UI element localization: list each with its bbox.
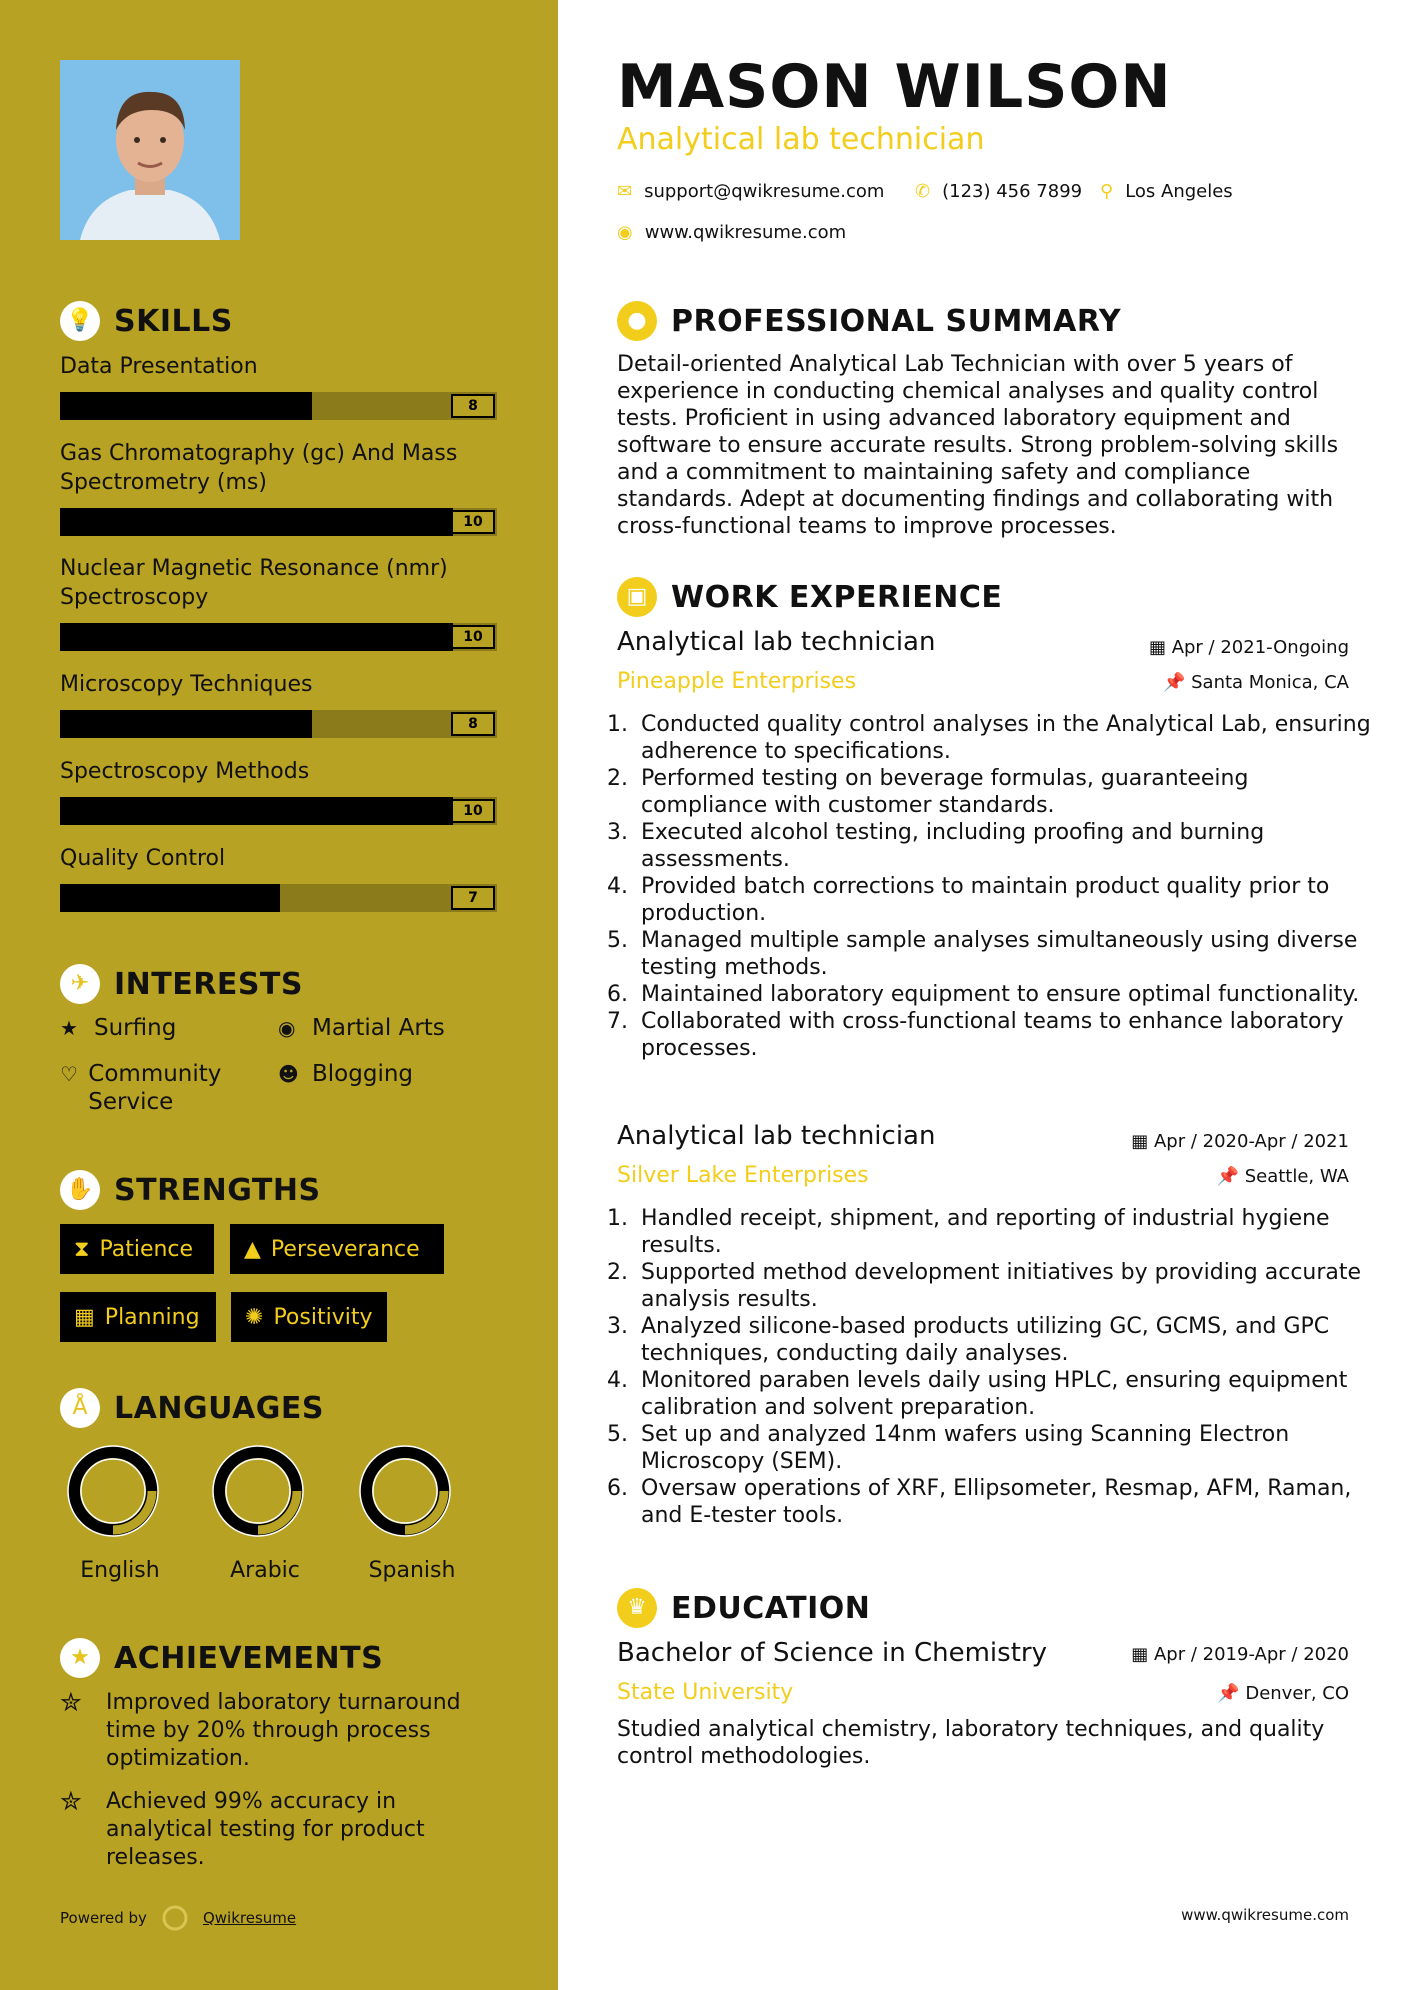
contact-location: ⚲ Los Angeles (1100, 181, 1233, 202)
job-location: 📌 Seattle, WA (1216, 1166, 1349, 1187)
summary-header (617, 301, 1121, 341)
language-ring (66, 1444, 160, 1538)
shooting-star-icon: ✮ (60, 1688, 82, 1718)
degree-title: Bachelor of Science in Chemistry (617, 1638, 1047, 1668)
skill-level: 8 (451, 394, 495, 418)
education-location: 📌 Denver, CO (1217, 1683, 1349, 1704)
list-item: 6. Oversaw operations of XRF, Ellipsometer, Resmap, AFM, Raman, and E-tester tools. (635, 1475, 1375, 1529)
education-header (617, 1588, 870, 1628)
star-icon: ★ (60, 1016, 78, 1040)
pin-icon: 📌 (1162, 672, 1192, 693)
lightbulb-icon: 💡 (60, 301, 100, 341)
calendar-icon: ▦ (1148, 637, 1172, 658)
strengths-title: STRENGTHS (114, 1172, 321, 1208)
avatar (60, 60, 240, 240)
skill-name: Microscopy Techniques (60, 672, 313, 697)
calendar-icon: ▦ (1131, 1131, 1154, 1152)
company-name: Pineapple Enterprises (617, 669, 857, 694)
skill-name: Spectroscopy Methods (60, 759, 310, 784)
language-icon: Å (60, 1388, 100, 1428)
sidebar (0, 0, 558, 1990)
road-icon: ▲ (244, 1236, 261, 1262)
skill-bar-fill (60, 797, 453, 825)
skill-bar (60, 508, 497, 536)
list-item: 3. Analyzed silicone-based products utilizing GC, GCMS, and GPC techniques, conducting daily analyses. (635, 1313, 1375, 1367)
job-location: 📌 Santa Monica, CA (1162, 672, 1349, 693)
skills-header (60, 301, 233, 341)
skill-bar-fill (60, 884, 280, 912)
skill-level: 10 (451, 625, 495, 649)
languages-header (60, 1388, 324, 1428)
strength-badge: ⧗ Patience (60, 1224, 214, 1274)
footer-site[interactable]: www.qwikresume.com (1181, 1906, 1349, 1924)
users-icon: ☻ (278, 1062, 299, 1086)
calendar-icon: ▦ (74, 1304, 95, 1330)
shooting-star-icon: ✮ (60, 1787, 82, 1817)
summary-title: PROFESSIONAL SUMMARY (671, 303, 1122, 339)
strength-badge: ▲ Perseverance (230, 1224, 444, 1274)
skill-bar-fill (60, 508, 453, 536)
contact-website: ◉ www.qwikresume.com (617, 222, 847, 243)
language-ring (211, 1444, 305, 1538)
interests-title: INTERESTS (114, 966, 303, 1002)
contact-phone: ✆ (123) 456 7899 (915, 181, 1083, 202)
strengths-header (60, 1170, 321, 1210)
skill-bar (60, 884, 497, 912)
hand-icon: ✋ (60, 1170, 100, 1210)
job-title: Analytical lab technician (617, 627, 936, 657)
profile-photo (60, 60, 240, 240)
map-pin-icon: ⚲ (1100, 181, 1114, 202)
contact-email: ✉ support@qwikresume.com (617, 181, 885, 202)
skill-name: Nuclear Magnetic Resonance (nmr) Spectroscopy (60, 556, 448, 610)
work-header (617, 577, 1002, 617)
skill-level: 10 (451, 510, 495, 534)
list-item: 5. Set up and analyzed 14nm wafers using Scanning Electron Microscopy (SEM). (635, 1421, 1375, 1475)
skill-bar-fill (60, 392, 312, 420)
list-item: 4. Monitored paraben levels daily using HPLC, ensuring equipment calibration and solvent preparation. (635, 1367, 1375, 1421)
skill-name: Quality Control (60, 846, 226, 871)
skills-title: SKILLS (114, 303, 233, 339)
list-item: 7. Collaborated with cross-functional teams to enhance laboratory processes. (635, 1008, 1375, 1062)
graduation-icon: ♛ (617, 1588, 657, 1628)
candidate-name: MASON WILSON (617, 52, 1172, 122)
qwikresume-logo-icon (161, 1904, 189, 1932)
powered-by: Powered by Qwikresume (60, 1904, 296, 1932)
interest-item: ★ Surfing (60, 1015, 177, 1041)
handshake-icon: ♡ (60, 1062, 78, 1086)
skill-bar (60, 797, 497, 825)
star-badge-icon: ★ (60, 1638, 100, 1678)
globe-icon: ◉ (278, 1016, 296, 1040)
list-item: 6. Maintained laboratory equipment to ensure optimal functionality. (635, 981, 1375, 1008)
paper-plane-icon: ✈ (60, 964, 100, 1004)
work-title: WORK EXPERIENCE (671, 579, 1003, 615)
achievement-item: ✮ Improved laboratory turnaround time by 20% through process optimization. (60, 1688, 461, 1771)
list-item: 5. Managed multiple sample analyses simultaneously using diverse testing methods. (635, 927, 1375, 981)
envelope-icon: ✉ (617, 181, 633, 202)
language-label: Spanish (368, 1558, 456, 1583)
pin-icon: 📌 (1216, 1166, 1245, 1187)
skill-level: 10 (451, 799, 495, 823)
interest-item: ◉ Martial Arts (278, 1015, 445, 1041)
school-name: State University (617, 1680, 794, 1705)
list-item: 3. Executed alcohol testing, including proofing and burning assessments. (635, 819, 1375, 873)
job-bullets (617, 711, 1375, 1062)
job-dates: ▦ Apr / 2021-Ongoing (1148, 637, 1349, 658)
languages-title: LANGUAGES (114, 1390, 324, 1426)
achievements-title: ACHIEVEMENTS (114, 1640, 384, 1676)
achievements-header (60, 1638, 383, 1678)
language-label: English (80, 1558, 160, 1583)
list-item: 2. Performed testing on beverage formulas, guaranteeing compliance with customer standards. (635, 765, 1375, 819)
briefcase-icon: ▣ (617, 577, 657, 617)
education-dates: ▦ Apr / 2019-Apr / 2020 (1131, 1644, 1349, 1665)
language-ring (358, 1444, 452, 1538)
job-dates: ▦ Apr / 2020-Apr / 2021 (1131, 1131, 1349, 1152)
list-item: 1. Handled receipt, shipment, and reporting of industrial hygiene results. (635, 1205, 1375, 1259)
skill-bar (60, 710, 497, 738)
achievement-item: ✮ Achieved 99% accuracy in analytical testing for product releases. (60, 1787, 425, 1870)
skill-bar (60, 392, 497, 420)
skill-bar-fill (60, 710, 312, 738)
skill-bar (60, 623, 497, 651)
company-name: Silver Lake Enterprises (617, 1163, 869, 1188)
education-title: EDUCATION (671, 1590, 871, 1626)
list-item: 1. Conducted quality control analyses in the Analytical Lab, ensuring adherence to specifications. (635, 711, 1375, 765)
pin-icon: 📌 (1217, 1683, 1246, 1704)
candidate-role: Analytical lab technician (617, 122, 985, 157)
qwikresume-link[interactable]: Qwikresume (202, 1909, 297, 1927)
strength-badge: ✺ Positivity (231, 1292, 387, 1342)
globe-icon: ◉ (617, 222, 633, 243)
skill-name: Data Presentation (60, 354, 258, 379)
list-item: 4. Provided batch corrections to maintain product quality prior to production. (635, 873, 1375, 927)
phone-icon: ✆ (915, 181, 931, 202)
summary-text: Detail-oriented Analytical Lab Technician with over 5 years of experience in conducting chemical analyses and quality control tests. Proficient in using advanced laboratory equipment and software to ensure accurate results. Strong problem-solving skills and a commitment to maintaining safety and compliance standards. Adept at documenting findings and collaborating with cross-functional teams to improve processes. (617, 352, 1339, 539)
skill-name: Gas Chromatography (gc) And Mass Spectrometry (ms) (60, 441, 458, 495)
list-item: 2. Supported method development initiatives by providing accurate analysis results. (635, 1259, 1375, 1313)
skill-bar-fill (60, 623, 453, 651)
job-bullets (617, 1205, 1375, 1529)
skill-level: 8 (451, 712, 495, 736)
user-icon: ● (617, 301, 657, 341)
strength-badge: ▦ Planning (60, 1292, 216, 1342)
interests-header (60, 964, 303, 1004)
sun-icon: ✺ (245, 1304, 264, 1330)
job-title: Analytical lab technician (617, 1121, 936, 1151)
interest-item: ☻ Blogging (278, 1061, 414, 1087)
language-label: Arabic (230, 1558, 300, 1583)
calendar-icon: ▦ (1131, 1644, 1154, 1665)
education-description: Studied analytical chemistry, laboratory techniques, and quality control methodologies. (617, 1717, 1325, 1769)
interest-item: ♡ Community Service (60, 1061, 222, 1115)
skill-level: 7 (451, 886, 495, 910)
hourglass-icon: ⧗ (74, 1236, 90, 1262)
